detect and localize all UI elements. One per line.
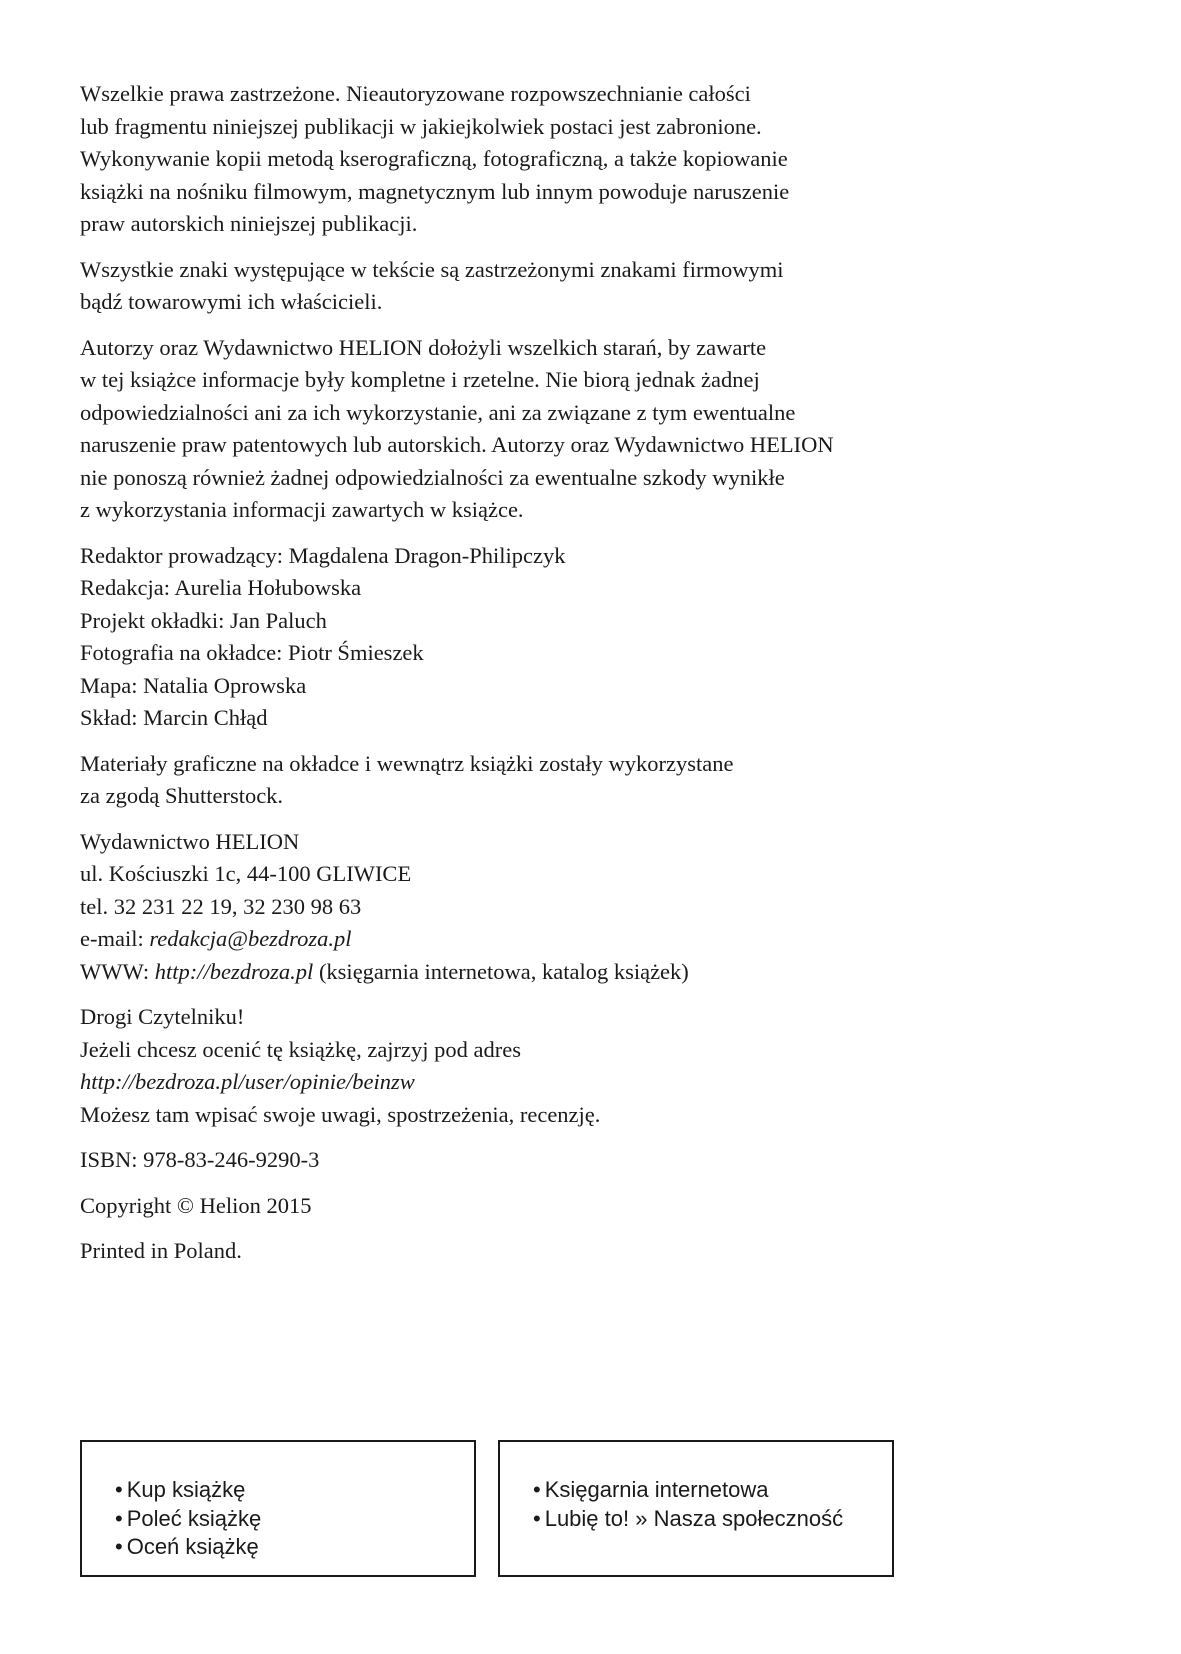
credit-cover-design: Projekt okładki: Jan Paluch [80, 607, 327, 633]
trademarks-notice [80, 254, 1100, 319]
reader-greeting: Drogi Czytelniku! [80, 1004, 245, 1029]
text-line: z wykorzystania informacji zawartych w książce. [80, 497, 524, 522]
reader-invite: Jeżeli chcesz ocenić tę książkę, zajrzyj pod adres [80, 1036, 522, 1062]
credit-map: Mapa: Natalia Oprowska [80, 672, 307, 698]
buy-book-link[interactable]: • Kup książkę [115, 1476, 474, 1505]
imprint-page [80, 78, 1100, 1281]
email-label: e-mail: [80, 926, 150, 951]
printed-in: Printed in Poland. [80, 1238, 242, 1263]
copyright-line [80, 1190, 1100, 1223]
printed-line [80, 1235, 1100, 1268]
www-label: WWW: [80, 958, 155, 984]
text-line: naruszenie praw patentowych lub autorskich. Autorzy oraz Wydawnictwo HELION [80, 432, 834, 457]
like-community-link[interactable]: • Lubię to! » Nasza społeczność [533, 1505, 892, 1534]
copyright: Copyright © Helion 2015 [80, 1192, 312, 1218]
credit-typesetting: Skład: Marcin Chłąd [80, 705, 268, 730]
recommend-book-link[interactable]: • Poleć książkę [115, 1505, 474, 1534]
text-line: odpowiedzialności ani za ich wykorzystanie, ani za związane z tym ewentualne [80, 399, 796, 425]
www-note: (księgarnia internetowa, katalog książek) [313, 958, 689, 984]
community-box [498, 1440, 894, 1577]
publisher-phone: tel. 32 231 22 19, 32 230 98 63 [80, 893, 362, 919]
text-line: lub fragmentu niniejszej publikacji w jakiejkolwiek postaci jest zabronione. [80, 113, 762, 139]
publisher-address: ul. Kościuszki 1c, 44-100 GLIWICE [80, 861, 412, 886]
isbn: ISBN: 978-83-246-9290-3 [80, 1147, 320, 1172]
liability-notice [80, 332, 1100, 527]
graphics-notice [80, 748, 1100, 813]
text-line: Autorzy oraz Wydawnictwo HELION dołożyli wszelkich starań, by zawarte [80, 334, 767, 360]
text-line: za zgodą Shutterstock. [80, 783, 284, 808]
text-line: bądź towarowymi ich właścicieli. [80, 289, 383, 314]
credit-editor: Redaktor prowadzący: Magdalena Dragon-Philipczyk [80, 542, 566, 568]
book-actions-list [82, 1442, 474, 1562]
opinion-link[interactable]: http://bezdroza.pl/user/opinie/beinzw [80, 1069, 415, 1094]
www-link[interactable]: http://bezdroza.pl [154, 958, 314, 984]
text-line: książki na nośniku filmowym, magnetycznym lub innym powoduje naruszenie [80, 178, 790, 204]
text-line: nie ponoszą również żadnej odpowiedzialności za ewentualne szkody wynikłe [80, 464, 785, 490]
book-actions-box [80, 1440, 476, 1577]
text-line: praw autorskich niniejszej publikacji. [80, 211, 418, 236]
text-line: Wykonywanie kopii metodą kserograficzną, fotograficzną, a także kopiowanie [80, 146, 788, 171]
credits [80, 540, 1100, 735]
publisher-email-line [80, 923, 1100, 956]
rate-book-link[interactable]: • Oceń książkę [115, 1533, 474, 1562]
rights-notice [80, 78, 1100, 241]
reader-note [80, 1001, 1100, 1131]
online-bookstore-link[interactable]: • Księgarnia internetowa [533, 1476, 892, 1505]
email-link[interactable]: redakcja@bezdroza.pl [149, 926, 352, 951]
text-line: Wszelkie prawa zastrzeżone. Nieautoryzowane rozpowszechnianie całości [80, 81, 751, 106]
credit-cover-photo: Fotografia na okładce: Piotr Śmieszek [80, 640, 424, 665]
text-line: Materiały graficzne na okładce i wewnątrz książki zostały wykorzystane [80, 750, 734, 776]
link-boxes [80, 1440, 900, 1577]
publisher-info [80, 826, 1100, 989]
community-list [500, 1442, 892, 1533]
publisher-name: Wydawnictwo HELION [80, 828, 300, 854]
reader-note-text: Możesz tam wpisać swoje uwagi, spostrzeżenia, recenzję. [80, 1101, 601, 1127]
text-line: w tej książce informacje były kompletne i rzetelne. Nie biorą jednak żadnej [80, 367, 760, 392]
text-line: Wszystkie znaki występujące w tekście są zastrzeżonymi znakami firmowymi [80, 256, 784, 282]
credit-redaction: Redakcja: Aurelia Hołubowska [80, 575, 362, 600]
publisher-www-line [80, 956, 1100, 989]
isbn-line [80, 1144, 1100, 1177]
